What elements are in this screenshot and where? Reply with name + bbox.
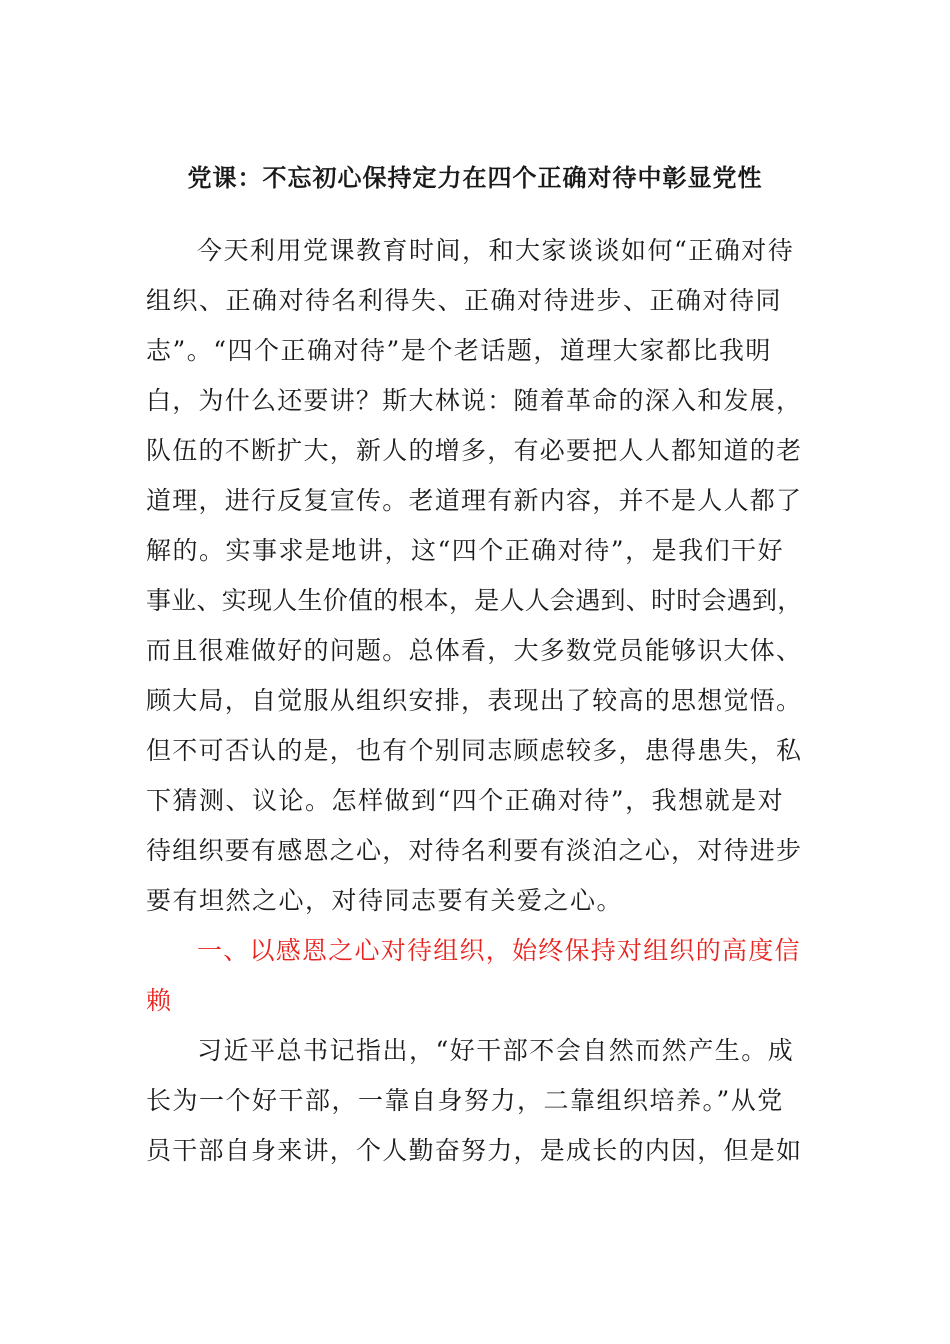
text-line: 下猜测、议论。怎样做到“四个正确对待”，我想就是对	[146, 786, 785, 815]
text-line: 道理，进行反复宣传。老道理有新内容，并不是人人都了	[146, 486, 803, 515]
text-line: 但不可否认的是，也有个别同志顾虑较多，患得患失，私	[146, 736, 803, 765]
text-line: 而且很难做好的问题。总体看，大多数党员能够识大体、	[146, 636, 803, 665]
text-line: 要有坦然之心，对待同志要有关爱之心。	[146, 886, 624, 915]
text-line: 组织、正确对待名利得失、正确对待进步、正确对待同	[146, 286, 783, 315]
text-line: 员干部自身来讲，个人勤奋努力，是成长的内因，但是如	[146, 1136, 803, 1165]
text-line: 待组织要有感恩之心，对待名利要有淡泊之心，对待进步	[146, 836, 803, 865]
text-line: 习近平总书记指出，“好干部不会自然而然产生。成	[197, 1036, 795, 1065]
text-line: 白，为什么还要讲？斯大林说：随着革命的深入和发展，	[146, 386, 803, 415]
text-line: 长为一个好干部，一靠自身努力，二靠组织培养。”从党	[146, 1086, 784, 1115]
text-line: 今天利用党课教育时间，和大家谈谈如何“正确对待	[197, 236, 795, 265]
text-line: 事业、实现人生价值的根本，是人人会遇到、时时会遇到，	[146, 586, 803, 615]
text-line: 队伍的不断扩大，新人的增多，有必要把人人都知道的老	[146, 436, 803, 465]
document-title: 党课：不忘初心保持定力在四个正确对待中彰显党性	[187, 164, 763, 192]
text-line: 解的。实事求是地讲，这“四个正确对待”，是我们干好	[146, 536, 785, 565]
text-line: 志”。“四个正确对待”是个老话题，道理大家都比我明	[146, 336, 772, 365]
heading-line: 赖	[146, 986, 173, 1015]
text-line: 顾大局，自觉服从组织安排，表现出了较高的思想觉悟。	[146, 686, 803, 715]
heading-line: 一、以感恩之心对待组织，始终保持对组织的高度信	[197, 936, 801, 965]
